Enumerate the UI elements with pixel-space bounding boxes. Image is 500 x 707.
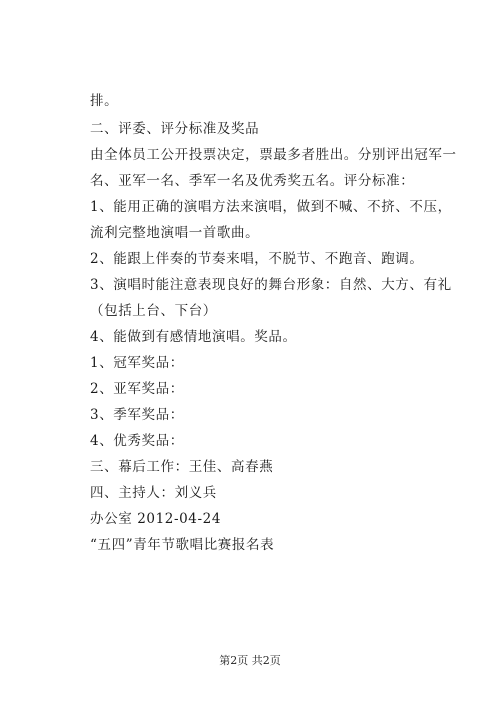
text-line: 名、亚军一名、季军一名及优秀奖五名。评分标准： bbox=[90, 173, 415, 189]
text-line: 1、能用正确的演唱方法来演唱，做到不喊、不挤、不压， bbox=[90, 199, 452, 215]
page-number: 第2页 共2页 bbox=[219, 654, 281, 667]
signature-date: 办公室 2012-04-24 bbox=[90, 511, 222, 527]
section-heading: 二、评委、评分标准及奖品 bbox=[90, 121, 260, 137]
prize-item: 1、冠军奖品： bbox=[90, 355, 184, 371]
form-title: “五四”青年节歌唱比赛报名表 bbox=[90, 537, 275, 553]
section-heading: 四、主持人：刘义兵 bbox=[90, 485, 217, 501]
text-line: （包括上台、下台） bbox=[90, 303, 217, 319]
text-line: 2、能跟上伴奏的节奏来唱，不脱节、不跑音、跑调。 bbox=[90, 251, 424, 267]
text-line: 3、演唱时能注意表现良好的舞台形象：自然、大方、有礼 bbox=[90, 277, 452, 293]
text-line: 4、能做到有感情地演唱。奖品。 bbox=[90, 329, 297, 345]
prize-item: 3、季军奖品： bbox=[90, 407, 184, 423]
prize-item: 2、亚军奖品： bbox=[90, 381, 184, 397]
text-line: 由全体员工公开投票决定，票最多者胜出。分别评出冠军一 bbox=[90, 147, 457, 163]
section-heading: 三、幕后工作：王佳、高春燕 bbox=[90, 459, 274, 475]
prize-item: 4、优秀奖品： bbox=[90, 433, 184, 449]
text-line: 排。 bbox=[90, 93, 119, 109]
text-line: 流利完整地演唱一首歌曲。 bbox=[90, 225, 260, 241]
